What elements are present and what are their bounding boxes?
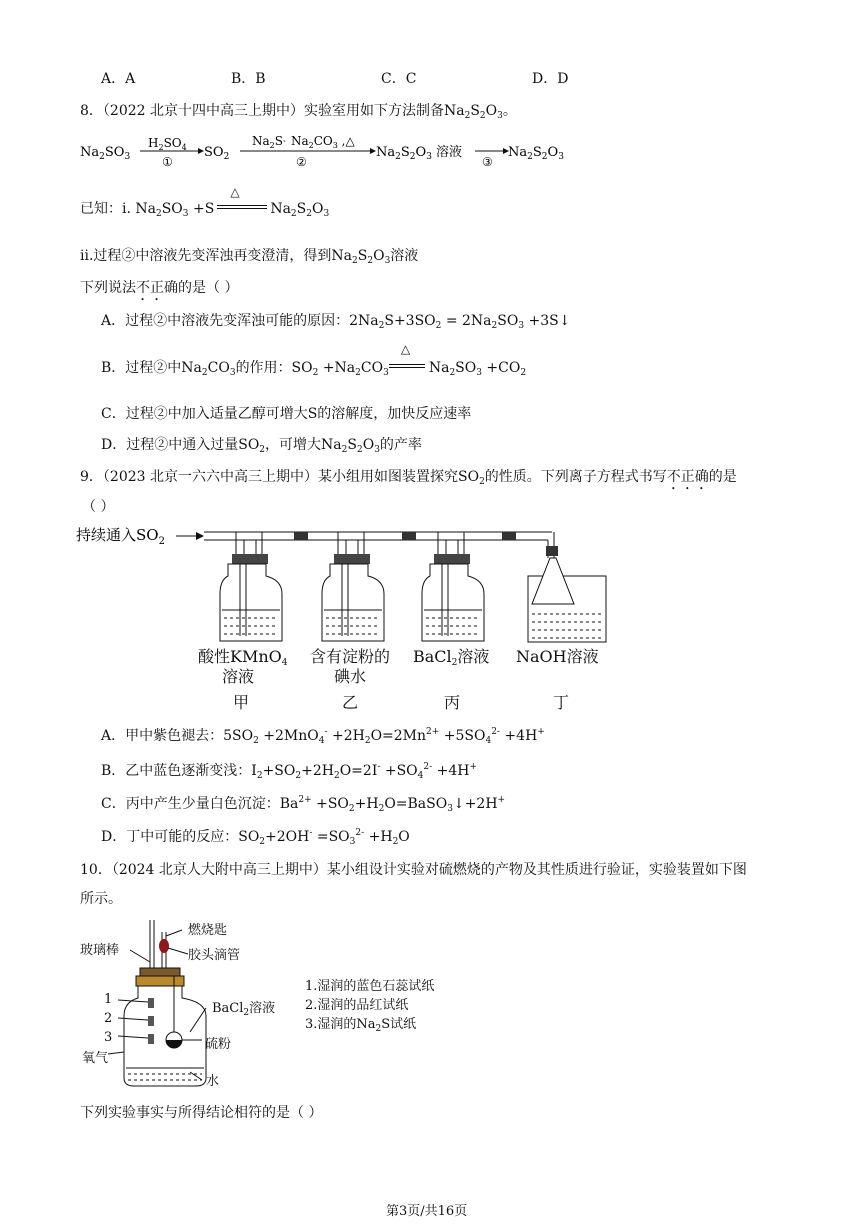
label-dropper: 胶头滴管 [188,948,241,963]
label-1: 1 [104,992,113,1007]
svg-text:Na2S2O3 溶液: $Na_2S_2O_3$ 溶液 [376,145,463,162]
label-water: 水 [206,1074,220,1089]
q9-paren: （ ） [82,499,115,515]
svg-text:①: ① [162,155,173,169]
label-sulfur: 硫粉 [205,1037,232,1052]
q9-option-a: A．甲中紫色褪去：$5SO_2 +2MnO_4^- +2H_2O=2Mn^{2+} +5SO_4^{2-} +4H^+$ [101,727,545,746]
legend-1: 1.湿润的蓝色石蕊试纸 [305,979,435,994]
svg-text:Na2SO3: $Na_2SO_3$ [80,145,131,162]
label-bacl2: BaCl$_2$溶液 [212,1001,276,1018]
legend-2: 2.湿润的品红试纸 [305,998,409,1013]
q10-stem: 10．（2024 北京人大附中高三上期中）某小组设计实验对硫燃烧的产物及其性质进行验证，实验装置如下图 [80,862,747,878]
label-spoon: 燃烧匙 [188,923,228,938]
bottle-jia-tag: 甲 [233,693,250,712]
bottle-bing [422,532,484,641]
svg-text:持续通入SO2: 持续通入$SO_2$ [76,526,165,547]
q9-option-c: C．丙中产生少量白色沉淀：$Ba^{2+}$ $+SO_2+H_2O=BaSO_3↓+2H^+$ [101,795,506,814]
bottle-bing-tag: 丙 [444,693,461,712]
label-glass-rod: 玻璃棒 [80,943,120,958]
q10-ask: 下列实验事实与所得结论相符的是（ ） [80,1105,323,1121]
bottle-yi-label2: 碘水 [334,667,367,686]
q9-option-b: B．乙中蓝色逐渐变浅：$I_2+SO_2+2H_2O=2I^- +SO_4^{2-} +4H^+$ [101,762,478,781]
q8-option-a: A．过程②中溶液先变浑浊可能的原因：$2Na_2S+3SO_2 = 2Na_2SO_3$ +3S↓ [101,313,571,331]
bottle-jia [220,532,282,641]
q8-option-c: C．过程②中加入适量乙醇可增大S的溶解度，加快反应速率 [101,406,472,422]
svg-text:Na2S、Na2CO3 ,△: $Na_2S^、Na_2CO_3$ ,△ [252,134,355,150]
option-d: D．D [532,71,569,87]
bottle-yi-label: 含有淀粉的 [310,647,391,666]
q10-stem2: 所示。 [80,891,122,907]
beaker-ding-tag: 丁 [553,693,570,712]
q8-stem: 8．（2022 北京十四中高三上期中）实验室用如下方法制备$Na_2S_2O_3$。 [80,103,517,121]
q9-option-d: D．丁中可能的反应：$SO_2+2OH^- =SO_3^{2-} +H_2O$ [101,828,410,847]
beaker-ding-label: NaOH溶液 [516,647,599,666]
label-3: 3 [104,1030,113,1045]
q9-stem: 9．（2023 北京一六六中高三上期中）某小组用如图装置探究$SO_2$的性质。下列离子方程式书写不正确的是 [80,469,737,487]
svg-text:SO2: $SO_2$ [204,145,230,162]
label-oxygen: 氧气 [82,1051,109,1066]
q8-known-ii: ii.过程②中溶液先变浑浊再变澄清，得到$Na_2S_2O_3$溶液 [80,248,419,266]
svg-text:②: ② [296,155,307,169]
legend-3: 3.湿润的$Na_2S$试纸 [305,1017,417,1034]
q8-option-d: D．过程②中通入过量$SO_2$，可增大$Na_2S_2O_3$的产率 [101,437,422,455]
option-b: B．B [231,71,266,87]
bottle-bing-label: BaCl$_2$溶液 [413,647,490,668]
svg-text:③: ③ [482,155,493,169]
q8-known-i: 已知：i. $Na_2SO_3 +S$ △ $Na_2S_2O_3$ [80,185,330,219]
q8-ask: 下列说法不正确的是（ ） [80,280,239,296]
bottle-yi [322,532,384,641]
bottle-yi-tag: 乙 [342,693,359,712]
q8-flow-diagram [80,132,580,174]
option-c: C．C [381,71,417,87]
svg-text:H2SO4: $H_2SO_4$ [148,136,187,152]
bottle-jia-label: 酸性KMnO$_4$ [198,647,288,668]
option-a: A．A [101,71,136,87]
page-footer: 第3页/共16页 [386,1204,468,1219]
bottle-jia-label2: 溶液 [222,667,255,686]
q8-option-b: B．过程②中$Na_2CO_3$的作用：$SO_2 +Na_2CO_3$ △ $Na_2SO_3 +CO_2$ [101,342,527,378]
label-2: 2 [104,1011,113,1026]
svg-text:Na2S2O3: $Na_2S_2O_3$ [508,145,564,162]
